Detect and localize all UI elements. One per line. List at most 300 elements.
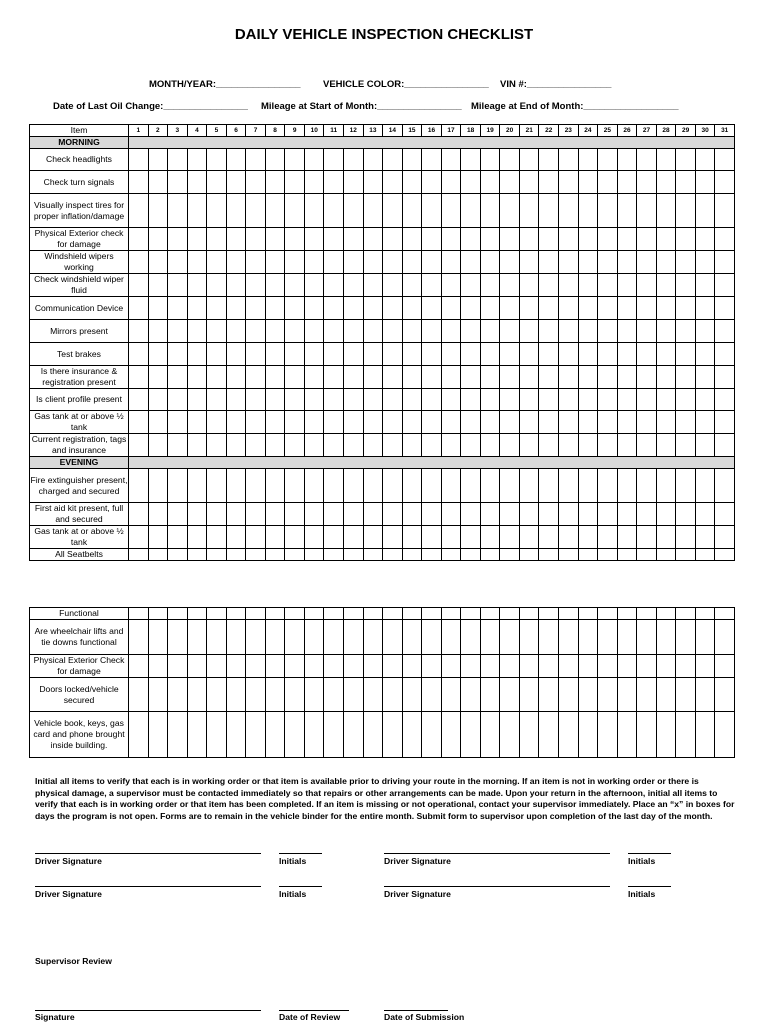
- day-check-cell[interactable]: [441, 228, 461, 251]
- day-check-cell[interactable]: [344, 503, 364, 526]
- day-check-cell[interactable]: [676, 434, 696, 457]
- day-check-cell[interactable]: [168, 526, 188, 549]
- day-check-cell[interactable]: [226, 343, 246, 366]
- day-check-cell[interactable]: [480, 228, 500, 251]
- day-check-cell[interactable]: [539, 251, 559, 274]
- day-check-cell[interactable]: [422, 389, 442, 411]
- day-check-cell[interactable]: [441, 320, 461, 343]
- day-check-cell[interactable]: [422, 469, 442, 503]
- day-check-cell[interactable]: [363, 434, 383, 457]
- day-check-cell[interactable]: [637, 411, 657, 434]
- day-check-cell[interactable]: [129, 469, 149, 503]
- day-check-cell[interactable]: [363, 251, 383, 274]
- day-check-cell[interactable]: [207, 194, 227, 228]
- day-check-cell[interactable]: [187, 712, 207, 758]
- day-check-cell[interactable]: [226, 712, 246, 758]
- day-check-cell[interactable]: [715, 228, 735, 251]
- day-check-cell[interactable]: [265, 411, 285, 434]
- day-check-cell[interactable]: [500, 251, 520, 274]
- day-check-cell[interactable]: [383, 678, 403, 712]
- day-check-cell[interactable]: [480, 274, 500, 297]
- day-check-cell[interactable]: [285, 608, 305, 620]
- day-check-cell[interactable]: [461, 526, 481, 549]
- day-check-cell[interactable]: [344, 171, 364, 194]
- day-check-cell[interactable]: [656, 712, 676, 758]
- day-check-cell[interactable]: [637, 655, 657, 678]
- day-check-cell[interactable]: [656, 655, 676, 678]
- day-check-cell[interactable]: [363, 228, 383, 251]
- day-check-cell[interactable]: [402, 251, 422, 274]
- day-check-cell[interactable]: [617, 343, 637, 366]
- day-check-cell[interactable]: [285, 320, 305, 343]
- day-check-cell[interactable]: [676, 228, 696, 251]
- day-check-cell[interactable]: [383, 712, 403, 758]
- day-check-cell[interactable]: [695, 469, 715, 503]
- day-check-cell[interactable]: [598, 343, 618, 366]
- mileage-end-field[interactable]: Mileage at End of Month:__________________: [471, 101, 679, 112]
- day-check-cell[interactable]: [715, 469, 735, 503]
- day-check-cell[interactable]: [480, 620, 500, 655]
- day-check-cell[interactable]: [344, 608, 364, 620]
- day-check-cell[interactable]: [598, 194, 618, 228]
- day-check-cell[interactable]: [168, 228, 188, 251]
- day-check-cell[interactable]: [187, 171, 207, 194]
- day-check-cell[interactable]: [539, 171, 559, 194]
- day-check-cell[interactable]: [539, 194, 559, 228]
- day-check-cell[interactable]: [129, 620, 149, 655]
- day-check-cell[interactable]: [559, 343, 579, 366]
- day-check-cell[interactable]: [168, 389, 188, 411]
- day-check-cell[interactable]: [246, 549, 266, 561]
- day-check-cell[interactable]: [207, 434, 227, 457]
- day-check-cell[interactable]: [695, 655, 715, 678]
- day-check-cell[interactable]: [285, 712, 305, 758]
- day-check-cell[interactable]: [715, 434, 735, 457]
- day-check-cell[interactable]: [246, 526, 266, 549]
- date-of-submission-line[interactable]: [384, 1010, 448, 1011]
- day-check-cell[interactable]: [383, 608, 403, 620]
- day-check-cell[interactable]: [598, 274, 618, 297]
- day-check-cell[interactable]: [363, 343, 383, 366]
- day-check-cell[interactable]: [324, 171, 344, 194]
- day-check-cell[interactable]: [324, 549, 344, 561]
- day-check-cell[interactable]: [559, 712, 579, 758]
- day-check-cell[interactable]: [129, 228, 149, 251]
- day-check-cell[interactable]: [519, 549, 539, 561]
- day-check-cell[interactable]: [519, 434, 539, 457]
- day-check-cell[interactable]: [207, 297, 227, 320]
- day-check-cell[interactable]: [480, 503, 500, 526]
- day-check-cell[interactable]: [559, 320, 579, 343]
- day-check-cell[interactable]: [500, 228, 520, 251]
- day-check-cell[interactable]: [304, 366, 324, 389]
- day-check-cell[interactable]: [246, 411, 266, 434]
- day-check-cell[interactable]: [441, 251, 461, 274]
- day-check-cell[interactable]: [363, 411, 383, 434]
- day-check-cell[interactable]: [461, 608, 481, 620]
- day-check-cell[interactable]: [265, 608, 285, 620]
- day-check-cell[interactable]: [402, 297, 422, 320]
- day-check-cell[interactable]: [715, 171, 735, 194]
- day-check-cell[interactable]: [187, 526, 207, 549]
- day-check-cell[interactable]: [617, 411, 637, 434]
- day-check-cell[interactable]: [207, 608, 227, 620]
- day-check-cell[interactable]: [129, 678, 149, 712]
- day-check-cell[interactable]: [344, 469, 364, 503]
- day-check-cell[interactable]: [559, 228, 579, 251]
- day-check-cell[interactable]: [715, 655, 735, 678]
- day-check-cell[interactable]: [246, 194, 266, 228]
- day-check-cell[interactable]: [129, 608, 149, 620]
- day-check-cell[interactable]: [519, 503, 539, 526]
- day-check-cell[interactable]: [422, 620, 442, 655]
- day-check-cell[interactable]: [715, 411, 735, 434]
- day-check-cell[interactable]: [285, 171, 305, 194]
- day-check-cell[interactable]: [500, 712, 520, 758]
- day-check-cell[interactable]: [695, 620, 715, 655]
- day-check-cell[interactable]: [559, 389, 579, 411]
- day-check-cell[interactable]: [148, 678, 168, 712]
- day-check-cell[interactable]: [480, 171, 500, 194]
- day-check-cell[interactable]: [617, 194, 637, 228]
- day-check-cell[interactable]: [539, 503, 559, 526]
- day-check-cell[interactable]: [578, 549, 598, 561]
- day-check-cell[interactable]: [598, 503, 618, 526]
- day-check-cell[interactable]: [129, 549, 149, 561]
- day-check-cell[interactable]: [324, 366, 344, 389]
- day-check-cell[interactable]: [324, 297, 344, 320]
- day-check-cell[interactable]: [168, 712, 188, 758]
- day-check-cell[interactable]: [578, 469, 598, 503]
- day-check-cell[interactable]: [461, 411, 481, 434]
- day-check-cell[interactable]: [559, 678, 579, 712]
- day-check-cell[interactable]: [344, 712, 364, 758]
- day-check-cell[interactable]: [676, 503, 696, 526]
- day-check-cell[interactable]: [422, 549, 442, 561]
- day-check-cell[interactable]: [441, 297, 461, 320]
- day-check-cell[interactable]: [519, 469, 539, 503]
- day-check-cell[interactable]: [519, 366, 539, 389]
- day-check-cell[interactable]: [637, 712, 657, 758]
- day-check-cell[interactable]: [363, 655, 383, 678]
- day-check-cell[interactable]: [480, 469, 500, 503]
- day-check-cell[interactable]: [422, 411, 442, 434]
- day-check-cell[interactable]: [598, 620, 618, 655]
- day-check-cell[interactable]: [246, 320, 266, 343]
- day-check-cell[interactable]: [187, 389, 207, 411]
- day-check-cell[interactable]: [265, 274, 285, 297]
- day-check-cell[interactable]: [500, 434, 520, 457]
- day-check-cell[interactable]: [344, 251, 364, 274]
- day-check-cell[interactable]: [715, 712, 735, 758]
- day-check-cell[interactable]: [617, 389, 637, 411]
- day-check-cell[interactable]: [441, 366, 461, 389]
- day-check-cell[interactable]: [383, 297, 403, 320]
- day-check-cell[interactable]: [344, 434, 364, 457]
- day-check-cell[interactable]: [383, 228, 403, 251]
- day-check-cell[interactable]: [637, 678, 657, 712]
- day-check-cell[interactable]: [695, 343, 715, 366]
- day-check-cell[interactable]: [441, 608, 461, 620]
- day-check-cell[interactable]: [461, 389, 481, 411]
- day-check-cell[interactable]: [637, 620, 657, 655]
- day-check-cell[interactable]: [207, 343, 227, 366]
- day-check-cell[interactable]: [578, 343, 598, 366]
- day-check-cell[interactable]: [246, 149, 266, 171]
- day-check-cell[interactable]: [695, 434, 715, 457]
- day-check-cell[interactable]: [500, 194, 520, 228]
- day-check-cell[interactable]: [656, 620, 676, 655]
- day-check-cell[interactable]: [344, 389, 364, 411]
- day-check-cell[interactable]: [539, 620, 559, 655]
- day-check-cell[interactable]: [422, 274, 442, 297]
- day-check-cell[interactable]: [129, 655, 149, 678]
- day-check-cell[interactable]: [148, 411, 168, 434]
- initials-line-4[interactable]: [628, 886, 671, 887]
- day-check-cell[interactable]: [480, 608, 500, 620]
- day-check-cell[interactable]: [304, 712, 324, 758]
- day-check-cell[interactable]: [226, 503, 246, 526]
- day-check-cell[interactable]: [617, 251, 637, 274]
- driver-signature-line-4[interactable]: [384, 886, 610, 887]
- day-check-cell[interactable]: [363, 503, 383, 526]
- day-check-cell[interactable]: [129, 343, 149, 366]
- day-check-cell[interactable]: [539, 526, 559, 549]
- day-check-cell[interactable]: [519, 389, 539, 411]
- day-check-cell[interactable]: [148, 434, 168, 457]
- day-check-cell[interactable]: [578, 366, 598, 389]
- day-check-cell[interactable]: [695, 712, 715, 758]
- day-check-cell[interactable]: [148, 194, 168, 228]
- day-check-cell[interactable]: [363, 149, 383, 171]
- day-check-cell[interactable]: [304, 469, 324, 503]
- day-check-cell[interactable]: [598, 389, 618, 411]
- day-check-cell[interactable]: [480, 297, 500, 320]
- day-check-cell[interactable]: [402, 343, 422, 366]
- day-check-cell[interactable]: [226, 549, 246, 561]
- day-check-cell[interactable]: [559, 469, 579, 503]
- day-check-cell[interactable]: [676, 171, 696, 194]
- day-check-cell[interactable]: [480, 411, 500, 434]
- date-of-review-line[interactable]: [279, 1010, 349, 1011]
- day-check-cell[interactable]: [676, 549, 696, 561]
- day-check-cell[interactable]: [402, 655, 422, 678]
- day-check-cell[interactable]: [578, 503, 598, 526]
- day-check-cell[interactable]: [129, 389, 149, 411]
- day-check-cell[interactable]: [402, 469, 422, 503]
- day-check-cell[interactable]: [187, 503, 207, 526]
- day-check-cell[interactable]: [559, 620, 579, 655]
- day-check-cell[interactable]: [402, 411, 422, 434]
- day-check-cell[interactable]: [519, 343, 539, 366]
- day-check-cell[interactable]: [187, 274, 207, 297]
- day-check-cell[interactable]: [324, 712, 344, 758]
- day-check-cell[interactable]: [148, 526, 168, 549]
- day-check-cell[interactable]: [695, 366, 715, 389]
- day-check-cell[interactable]: [539, 434, 559, 457]
- day-check-cell[interactable]: [656, 678, 676, 712]
- day-check-cell[interactable]: [129, 526, 149, 549]
- day-check-cell[interactable]: [598, 526, 618, 549]
- day-check-cell[interactable]: [226, 149, 246, 171]
- day-check-cell[interactable]: [148, 251, 168, 274]
- day-check-cell[interactable]: [402, 228, 422, 251]
- day-check-cell[interactable]: [676, 655, 696, 678]
- day-check-cell[interactable]: [656, 251, 676, 274]
- day-check-cell[interactable]: [226, 320, 246, 343]
- day-check-cell[interactable]: [207, 712, 227, 758]
- day-check-cell[interactable]: [715, 389, 735, 411]
- day-check-cell[interactable]: [168, 620, 188, 655]
- day-check-cell[interactable]: [539, 608, 559, 620]
- day-check-cell[interactable]: [402, 549, 422, 561]
- month-year-field[interactable]: MONTH/YEAR:________________: [149, 79, 301, 90]
- day-check-cell[interactable]: [461, 434, 481, 457]
- day-check-cell[interactable]: [461, 149, 481, 171]
- day-check-cell[interactable]: [500, 343, 520, 366]
- day-check-cell[interactable]: [226, 228, 246, 251]
- day-check-cell[interactable]: [265, 620, 285, 655]
- day-check-cell[interactable]: [578, 434, 598, 457]
- day-check-cell[interactable]: [324, 251, 344, 274]
- day-check-cell[interactable]: [637, 608, 657, 620]
- day-check-cell[interactable]: [226, 469, 246, 503]
- day-check-cell[interactable]: [304, 655, 324, 678]
- day-check-cell[interactable]: [617, 228, 637, 251]
- day-check-cell[interactable]: [383, 549, 403, 561]
- day-check-cell[interactable]: [617, 526, 637, 549]
- day-check-cell[interactable]: [422, 608, 442, 620]
- vin-field[interactable]: VIN #:________________: [500, 79, 612, 90]
- day-check-cell[interactable]: [383, 149, 403, 171]
- day-check-cell[interactable]: [559, 366, 579, 389]
- day-check-cell[interactable]: [324, 274, 344, 297]
- day-check-cell[interactable]: [500, 678, 520, 712]
- day-check-cell[interactable]: [422, 343, 442, 366]
- day-check-cell[interactable]: [265, 251, 285, 274]
- day-check-cell[interactable]: [246, 503, 266, 526]
- day-check-cell[interactable]: [285, 297, 305, 320]
- day-check-cell[interactable]: [461, 171, 481, 194]
- day-check-cell[interactable]: [441, 526, 461, 549]
- day-check-cell[interactable]: [500, 411, 520, 434]
- day-check-cell[interactable]: [246, 678, 266, 712]
- day-check-cell[interactable]: [676, 411, 696, 434]
- day-check-cell[interactable]: [168, 343, 188, 366]
- day-check-cell[interactable]: [265, 366, 285, 389]
- day-check-cell[interactable]: [226, 171, 246, 194]
- day-check-cell[interactable]: [637, 171, 657, 194]
- day-check-cell[interactable]: [265, 320, 285, 343]
- day-check-cell[interactable]: [285, 526, 305, 549]
- day-check-cell[interactable]: [578, 251, 598, 274]
- day-check-cell[interactable]: [676, 608, 696, 620]
- day-check-cell[interactable]: [422, 297, 442, 320]
- day-check-cell[interactable]: [148, 503, 168, 526]
- day-check-cell[interactable]: [129, 149, 149, 171]
- day-check-cell[interactable]: [656, 526, 676, 549]
- day-check-cell[interactable]: [246, 608, 266, 620]
- day-check-cell[interactable]: [519, 526, 539, 549]
- day-check-cell[interactable]: [324, 526, 344, 549]
- day-check-cell[interactable]: [168, 549, 188, 561]
- day-check-cell[interactable]: [656, 366, 676, 389]
- day-check-cell[interactable]: [559, 434, 579, 457]
- day-check-cell[interactable]: [383, 469, 403, 503]
- day-check-cell[interactable]: [304, 320, 324, 343]
- day-check-cell[interactable]: [695, 608, 715, 620]
- day-check-cell[interactable]: [715, 608, 735, 620]
- day-check-cell[interactable]: [207, 655, 227, 678]
- day-check-cell[interactable]: [637, 503, 657, 526]
- day-check-cell[interactable]: [519, 678, 539, 712]
- day-check-cell[interactable]: [344, 411, 364, 434]
- day-check-cell[interactable]: [422, 526, 442, 549]
- day-check-cell[interactable]: [246, 434, 266, 457]
- day-check-cell[interactable]: [344, 366, 364, 389]
- day-check-cell[interactable]: [559, 171, 579, 194]
- day-check-cell[interactable]: [637, 297, 657, 320]
- day-check-cell[interactable]: [187, 343, 207, 366]
- day-check-cell[interactable]: [519, 320, 539, 343]
- day-check-cell[interactable]: [480, 149, 500, 171]
- day-check-cell[interactable]: [148, 274, 168, 297]
- day-check-cell[interactable]: [285, 620, 305, 655]
- day-check-cell[interactable]: [519, 228, 539, 251]
- day-check-cell[interactable]: [695, 411, 715, 434]
- day-check-cell[interactable]: [539, 389, 559, 411]
- day-check-cell[interactable]: [578, 149, 598, 171]
- day-check-cell[interactable]: [519, 620, 539, 655]
- day-check-cell[interactable]: [187, 194, 207, 228]
- day-check-cell[interactable]: [383, 389, 403, 411]
- day-check-cell[interactable]: [246, 366, 266, 389]
- day-check-cell[interactable]: [207, 526, 227, 549]
- day-check-cell[interactable]: [656, 194, 676, 228]
- day-check-cell[interactable]: [168, 171, 188, 194]
- day-check-cell[interactable]: [324, 503, 344, 526]
- day-check-cell[interactable]: [265, 655, 285, 678]
- day-check-cell[interactable]: [168, 608, 188, 620]
- day-check-cell[interactable]: [265, 171, 285, 194]
- day-check-cell[interactable]: [480, 194, 500, 228]
- day-check-cell[interactable]: [715, 549, 735, 561]
- day-check-cell[interactable]: [265, 149, 285, 171]
- day-check-cell[interactable]: [363, 712, 383, 758]
- day-check-cell[interactable]: [500, 171, 520, 194]
- day-check-cell[interactable]: [168, 434, 188, 457]
- day-check-cell[interactable]: [539, 366, 559, 389]
- day-check-cell[interactable]: [265, 678, 285, 712]
- day-check-cell[interactable]: [383, 526, 403, 549]
- day-check-cell[interactable]: [285, 194, 305, 228]
- day-check-cell[interactable]: [304, 503, 324, 526]
- day-check-cell[interactable]: [265, 712, 285, 758]
- day-check-cell[interactable]: [637, 366, 657, 389]
- day-check-cell[interactable]: [559, 411, 579, 434]
- last-oil-change-field[interactable]: Date of Last Oil Change:________________: [53, 101, 248, 112]
- day-check-cell[interactable]: [441, 678, 461, 712]
- day-check-cell[interactable]: [187, 320, 207, 343]
- day-check-cell[interactable]: [402, 149, 422, 171]
- day-check-cell[interactable]: [461, 320, 481, 343]
- day-check-cell[interactable]: [363, 620, 383, 655]
- day-check-cell[interactable]: [344, 526, 364, 549]
- day-check-cell[interactable]: [519, 655, 539, 678]
- day-check-cell[interactable]: [676, 343, 696, 366]
- day-check-cell[interactable]: [383, 274, 403, 297]
- day-check-cell[interactable]: [285, 469, 305, 503]
